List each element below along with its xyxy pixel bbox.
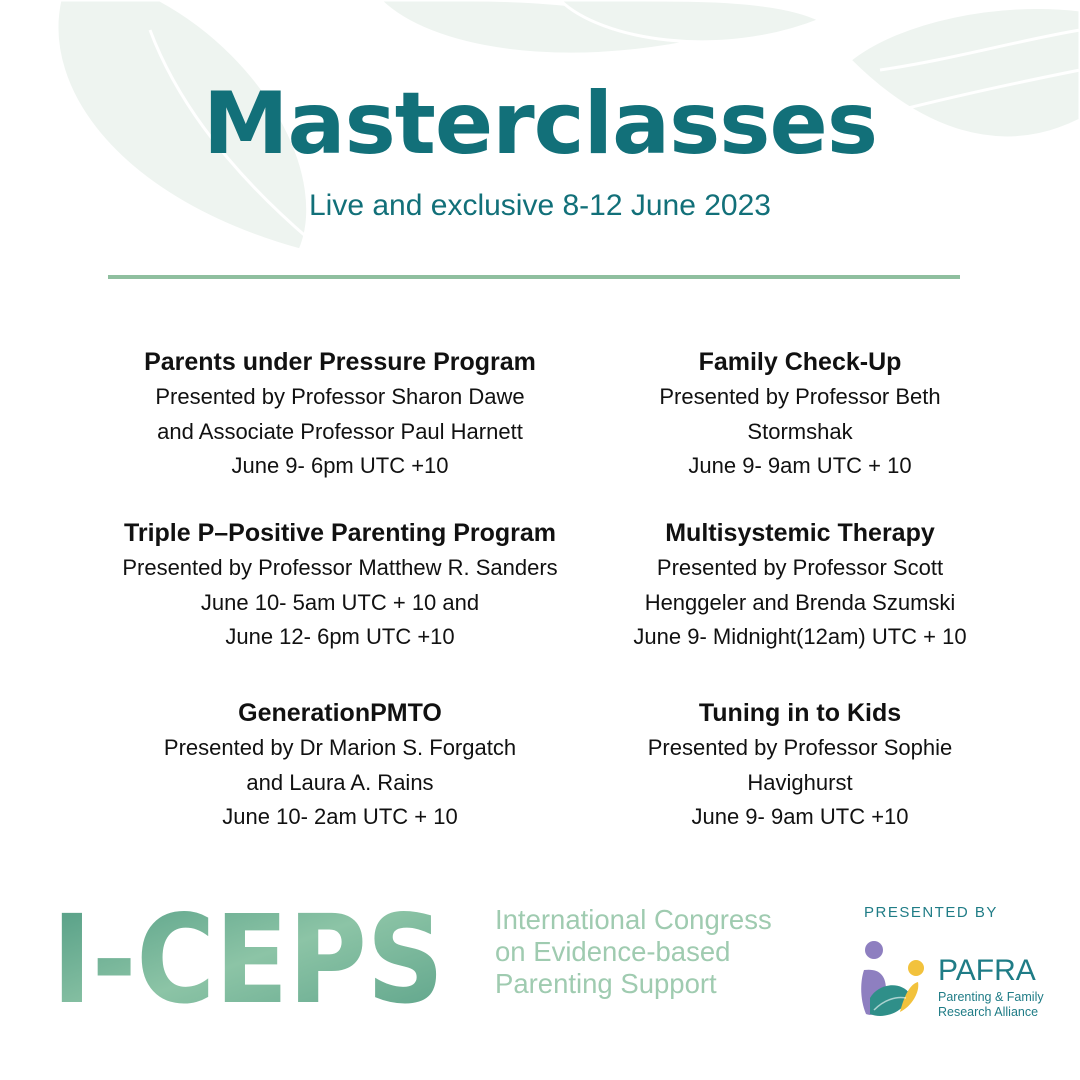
session-presenter: Henggeler and Brenda Szumski (644, 589, 956, 615)
session-triple-p (90, 516, 590, 655)
session-presenter: Havighurst (747, 769, 853, 795)
tagline-line: International Congress (495, 904, 772, 935)
session-time: June 9- 9am UTC +10 (691, 804, 909, 829)
session-time: June 10- 5am UTC + 10 and (200, 589, 480, 615)
session-multisystemic-therapy (580, 516, 1020, 655)
presented-by-label: PRESENTED BY (864, 904, 998, 921)
pafra-full-name (938, 990, 1044, 1020)
session-title: Family Check-Up (698, 348, 902, 376)
session-time: June 9- 6pm UTC +10 (231, 453, 449, 478)
pafra-figure-icon (860, 940, 930, 1022)
pafra-name: PAFRA (938, 954, 1036, 987)
session-title: Tuning in to Kids (698, 699, 902, 727)
tagline-line: Parenting Support (495, 968, 717, 999)
session-presenter: Presented by Professor Scott (656, 555, 944, 580)
session-time: June 12- 6pm UTC +10 (225, 624, 455, 649)
session-tuning-in-to-kids (580, 696, 1020, 835)
pafra-full-name-line: Research Alliance (938, 1005, 1039, 1019)
session-parents-under-pressure (90, 345, 590, 484)
session-family-check-up (580, 345, 1020, 484)
header-divider (108, 275, 960, 279)
session-presenter: and Associate Professor Paul Harnett (157, 418, 523, 444)
session-presenter: Presented by Dr Marion S. Forgatch (163, 735, 517, 760)
session-time: June 10- 2am UTC + 10 (222, 804, 458, 829)
session-presenter: Presented by Professor Matthew R. Sanders (122, 555, 558, 580)
session-generation-pmto (90, 696, 590, 835)
iceps-logo-text: I-CEPS (52, 889, 444, 1031)
session-presenter: Presented by Professor Sharon Dawe (155, 384, 525, 409)
session-presenter: and Laura A. Rains (246, 769, 434, 795)
session-time: June 9- Midnight(12am) UTC + 10 (633, 624, 967, 649)
congress-tagline (495, 904, 815, 1000)
page-subtitle: Live and exclusive 8-12 June 2023 (309, 189, 771, 222)
tagline-line: on Evidence-based (495, 936, 731, 967)
session-title: Triple P–Positive Parenting Program (123, 519, 557, 547)
session-presenter: Presented by Professor Beth (659, 384, 941, 409)
session-title: Multisystemic Therapy (665, 519, 935, 547)
pafra-full-name-line: Parenting & Family (938, 990, 1044, 1004)
iceps-logo (52, 889, 447, 1031)
session-title: Parents under Pressure Program (144, 348, 536, 376)
page-title: Masterclasses (202, 74, 878, 174)
session-presenter: Stormshak (747, 418, 853, 444)
session-title: GenerationPMTO (238, 699, 442, 727)
session-presenter: Presented by Professor Sophie (647, 735, 953, 760)
session-time: June 9- 9am UTC + 10 (688, 453, 912, 478)
